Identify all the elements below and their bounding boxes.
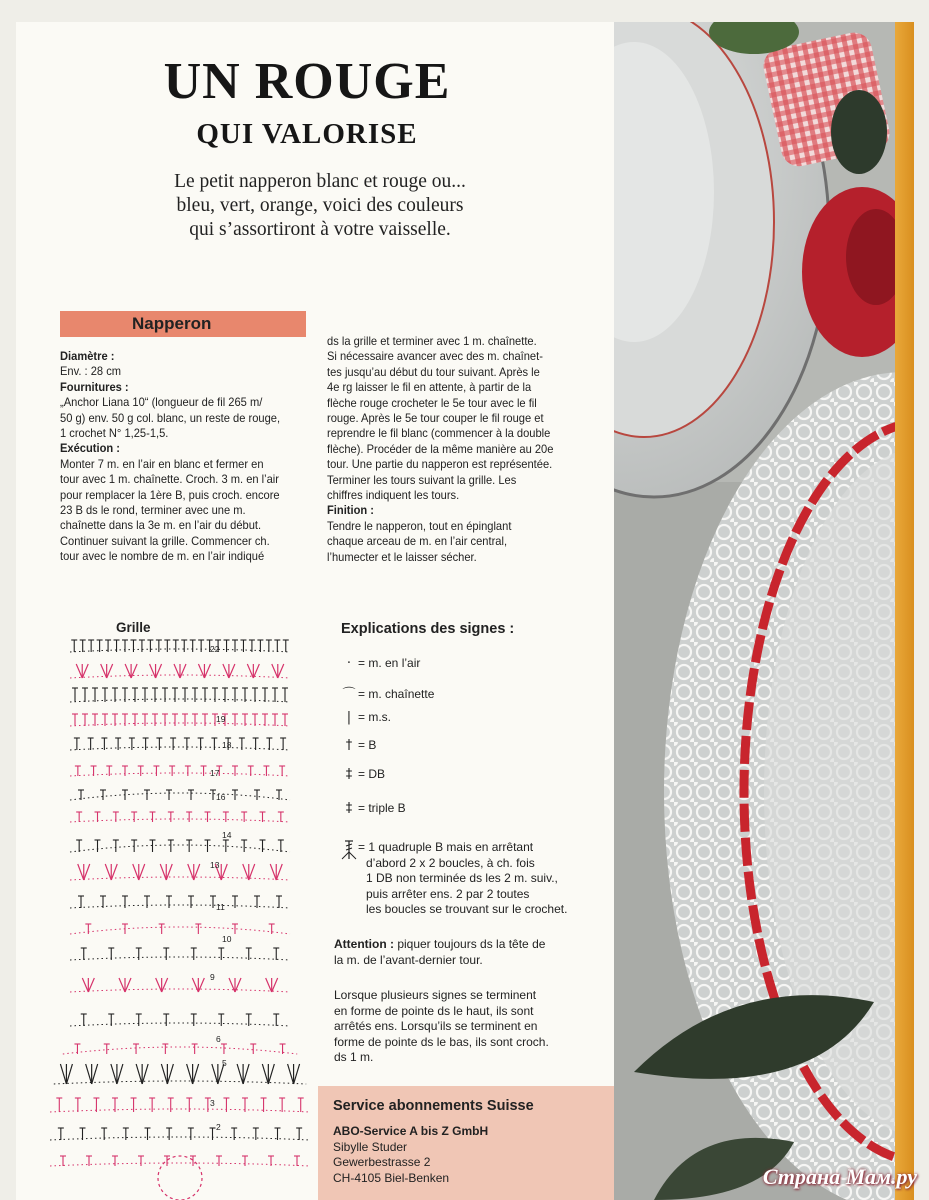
instruction-line: Continuer suivant la grille. Commencer ch. — [60, 534, 270, 548]
chart-round-number: 9 — [210, 972, 215, 982]
instruction-line: l’humecter et le laisser sécher. — [327, 550, 477, 564]
sign-treble — [340, 738, 376, 753]
quad-line: d’abord 2 x 2 boucles, à ch. fois — [366, 855, 535, 870]
chart-stitch — [160, 864, 166, 880]
chart-chain-row — [70, 747, 290, 750]
chart-stitch — [272, 978, 278, 992]
chart-stitch — [156, 978, 162, 992]
address-line: Sibylle Studer — [333, 1139, 408, 1154]
chart-stitch — [92, 1064, 98, 1084]
chart-chain-row — [70, 773, 290, 776]
grille-label: Grille — [116, 620, 151, 635]
instruction-line: tour. Une partie du napperon est représentée. — [327, 458, 553, 472]
note-line: Lorsque plusieurs signes se terminent — [334, 988, 537, 1002]
chain-stitch-icon: · — [346, 656, 352, 671]
chart-stitch — [101, 664, 107, 678]
chart-chain-row — [63, 1047, 297, 1054]
instruction-line: 50 g) env. 50 g col. blanc, un reste de rouge, — [60, 411, 281, 425]
chart-round-number: 11 — [216, 902, 225, 912]
attention-label: Attention : — [334, 937, 394, 951]
sign-text: = B — [358, 738, 377, 752]
section-title: Napperon — [132, 314, 212, 333]
chart-stitch — [82, 664, 88, 678]
chart-stitch — [204, 664, 210, 678]
slip-stitch-icon: ⌒ — [342, 687, 356, 702]
sign-text: = m. en l’air — [358, 656, 421, 670]
chart-stitch — [180, 664, 186, 678]
chart-stitch — [188, 864, 194, 880]
instruction-line: chiffres indiquent les tours. — [327, 489, 460, 503]
instruction-line: Terminer les tours suivant la grille. Les — [327, 473, 517, 487]
chart-stitch — [125, 664, 131, 678]
instruction-line: 1 crochet N° 1,25-1,5. — [60, 427, 169, 441]
chart-stitch — [268, 1064, 274, 1084]
chart-stitch — [136, 1064, 142, 1084]
chart-round-number: 3 — [210, 1098, 215, 1108]
chart-round-number: 5 — [222, 1058, 227, 1068]
instructions-column-1 — [60, 349, 300, 565]
instruction-line: tour avec 1 m. chaînette. Croch. 3 m. en l’air — [60, 473, 279, 487]
attention-note — [334, 937, 545, 968]
chart-stitch — [235, 978, 241, 992]
sign-chain — [340, 656, 420, 671]
chart-stitch — [166, 864, 172, 880]
instruction-line: 4e rg laisser le fil en attente, à partir de la — [327, 381, 532, 395]
quad-line: = 1 quadruple B mais en arrêtant — [358, 840, 534, 854]
single-crochet-icon: | — [346, 710, 352, 725]
chart-stitch — [198, 664, 204, 678]
chart-stitch — [198, 978, 204, 992]
chart-stitch — [60, 1064, 66, 1084]
chart-chain-row — [70, 699, 290, 702]
chart-stitch — [243, 1064, 249, 1084]
chart-stitch — [193, 1064, 199, 1084]
sign-double-treble — [340, 767, 385, 782]
chart-round-number: 22 — [210, 644, 220, 654]
page-edge-strip — [895, 22, 914, 1200]
chart-round-number: 16 — [216, 792, 226, 802]
instruction-line: chaque arceau de m. en l’air central, — [327, 535, 508, 549]
chart-stitch — [78, 864, 84, 880]
instruction-line: Monter 7 m. en l’air en blanc et fermer en — [60, 457, 264, 471]
sign-text: = DB — [358, 767, 386, 781]
sign-triple-treble — [340, 801, 406, 816]
intro-line: qui s’assortiront à votre vaisselle. — [189, 219, 451, 240]
sign-text: = triple B — [358, 801, 406, 815]
chart-round-number: 19 — [216, 714, 226, 724]
quad-line: les boucles se trouvant sur le crochet. — [366, 902, 568, 917]
chart-round-number: 14 — [222, 830, 232, 840]
instruction-line: tes jusqu’au début du tour suivant. Après le — [327, 365, 540, 379]
chart-chain-row — [70, 723, 290, 726]
instruction-line: 23 B ds le rond, terminer avec une m. — [60, 504, 246, 518]
chart-stitch — [111, 1064, 117, 1084]
chart-stitch — [229, 664, 235, 678]
chart-stitch — [278, 664, 284, 678]
chart-stitch — [192, 978, 198, 992]
address-line: CH-4105 Biel-Benken — [333, 1170, 450, 1185]
chart-stitch — [117, 1064, 123, 1084]
instruction-heading: Exécution : — [60, 442, 120, 456]
chart-stitch — [253, 664, 259, 678]
chart-stitch — [105, 864, 111, 880]
chart-round-number: 18 — [222, 740, 232, 750]
address-line: Gewerbestrasse 2 — [333, 1155, 431, 1170]
site-watermark: Страна Мам.ру — [762, 1164, 917, 1189]
instruction-line: chaînette dans la 3e m. en l’air du début. — [60, 519, 262, 533]
chart-stitch — [150, 664, 156, 678]
instruction-line: Env. : 28 cm — [60, 365, 122, 379]
triple-treble-icon: ‡ — [345, 801, 353, 816]
instruction-line: ds la grille et terminer avec 1 m. chaînette. — [327, 335, 537, 348]
chart-stitch — [266, 978, 272, 992]
chart-stitch — [162, 978, 168, 992]
note-line: ds 1 m. — [334, 1050, 374, 1065]
chart-stitch — [272, 664, 278, 678]
crochet-chart — [50, 630, 320, 1200]
chart-stitch — [167, 1064, 173, 1084]
chart-stitch — [249, 864, 255, 880]
chart-stitch — [66, 1064, 72, 1084]
chart-stitch — [86, 1064, 92, 1084]
sign-text: = m.s. — [358, 710, 392, 724]
instruction-line: Tendre le napperon, tout en épinglant — [327, 519, 512, 533]
instructions-column-2 — [327, 334, 577, 565]
chart-round-number: 17 — [210, 768, 220, 778]
chart-stitch — [82, 978, 88, 992]
chart-stitch — [139, 864, 145, 880]
treble-icon: † — [345, 738, 353, 753]
instruction-line: Si nécessaire avancer avec des m. chaînet- — [327, 350, 543, 364]
chart-chain-row — [70, 819, 290, 822]
instruction-heading: Fournitures : — [60, 380, 129, 394]
chart-stitch — [84, 864, 90, 880]
page-title: UN ROUGE — [163, 53, 451, 110]
sign-text: = m. chaînette — [358, 687, 435, 701]
note-line: forme de pointe ds le bas, ils sont croch. — [334, 1034, 549, 1049]
doily-photo — [614, 22, 914, 1200]
subscription-address — [333, 1124, 488, 1186]
instruction-heading: Finition : — [327, 504, 374, 518]
chart-stitch — [262, 1064, 268, 1084]
sign-single — [340, 710, 391, 725]
instruction-line: flèche). Procéder de la même manière au 20e — [327, 442, 554, 456]
note-line: arrêtés ens. Lorsqu’ils se terminent en — [334, 1019, 538, 1034]
instruction-line: reprendre le fil blanc (commencer à la double — [327, 427, 551, 441]
attention-text: la m. de l’avant-dernier tour. — [334, 952, 483, 967]
instruction-line: „Anchor Liana 10“ (longueur de fil 265 m/ — [60, 396, 263, 410]
double-treble-icon: ‡ — [345, 767, 353, 782]
quad-line: 1 DB non terminée ds les 2 m. suiv., — [366, 871, 558, 886]
company-name: ABO-Service A bis Z GmbH — [333, 1124, 489, 1138]
chart-stitch — [156, 664, 162, 678]
chart-chain-row — [50, 1137, 310, 1140]
intro-text — [120, 170, 520, 242]
signs-title: Explications des signes : — [341, 621, 515, 637]
quad-explanation — [358, 840, 567, 918]
quadruple-treble-icon — [340, 838, 358, 860]
chart-chain-row — [70, 1023, 290, 1026]
chart-center-ring — [158, 1156, 202, 1200]
intro-line: bleu, vert, orange, voici des couleurs — [176, 195, 464, 216]
chart-stitch — [76, 664, 82, 678]
sign-slip — [340, 683, 434, 702]
instruction-line: pour remplacer la 1ère B, puis croch. encore — [60, 488, 280, 502]
pointed-signs-note — [334, 988, 549, 1066]
attention-text: piquer toujours ds la tête de — [393, 937, 546, 951]
chart-stitch — [125, 978, 131, 992]
chart-chain-row — [70, 927, 290, 934]
chart-round-number: 13 — [210, 860, 220, 870]
quad-line: puis arrêter ens. 2 par 2 toutes — [366, 886, 530, 901]
chart-stitch — [88, 978, 94, 992]
chart-chain-row — [70, 957, 290, 960]
chart-chain-row — [70, 649, 290, 652]
chart-stitch — [294, 1064, 300, 1084]
note-line: en forme de pointe ds le haut, ils sont — [334, 1003, 534, 1018]
chart-round-number: 10 — [222, 934, 232, 944]
chart-chain-row — [50, 1109, 310, 1112]
intro-line: Le petit napperon blanc et rouge ou... — [174, 171, 466, 192]
chart-chain-row — [70, 845, 290, 852]
chart-round-number: 2 — [216, 1122, 221, 1132]
chart-chain-row — [70, 877, 290, 880]
chart-chain-row — [70, 989, 290, 992]
chart-stitch — [174, 664, 180, 678]
subscription-title: Service abonnements Suisse — [333, 1098, 534, 1114]
chart-round-number: 6 — [216, 1034, 221, 1044]
chart-stitch — [212, 1064, 218, 1084]
instruction-line: flèche rouge crocheter le 5e tour avec le fil — [327, 396, 537, 410]
chart-stitch — [237, 1064, 243, 1084]
page-subtitle-heading: QUI VALORISE — [196, 118, 418, 150]
instruction-line: rouge. Après le 5e tour couper le fil rouge et — [327, 412, 544, 426]
chart-stitch — [276, 864, 282, 880]
instruction-heading: Diamètre : — [60, 350, 115, 363]
chart-stitch — [270, 864, 276, 880]
chart-stitch — [288, 1064, 294, 1084]
chart-stitch — [194, 864, 200, 880]
instruction-line: tour avec le nombre de m. en l’air indiqué — [60, 550, 265, 564]
